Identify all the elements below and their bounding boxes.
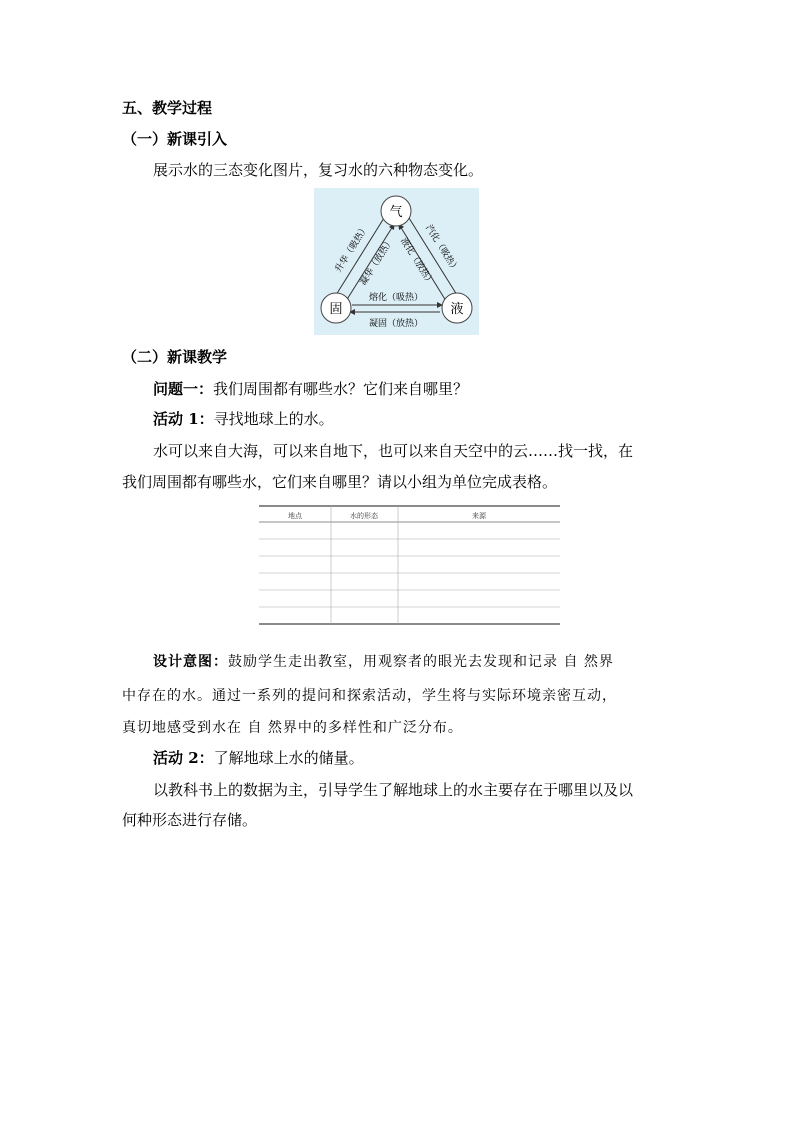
question1 (153, 379, 468, 399)
teaching-heading: （二）新课教学 (122, 348, 228, 366)
liquid-label: 液 (450, 302, 464, 317)
paragraph2-line2: 何种形态进行存储。 (122, 811, 258, 829)
vaporization-label: 汽化（吸热） (423, 223, 461, 275)
intro-heading: （一）新课引入 (122, 130, 228, 148)
paragraph1-line2: 我们周围都有哪些水，它们来自哪里？请以小组为单位完成表格。 (122, 473, 558, 491)
freezing-label: 凝固（放热） (368, 319, 424, 329)
design-intent-line1 (153, 652, 614, 672)
design-intent-line2: 中存在的水。通过一系列的提问和探索活动，学生将与实际环境亲密互动， (122, 688, 617, 704)
gas-label: 气 (389, 205, 403, 220)
melting-label: 熔化（吸热） (368, 293, 424, 303)
condensation-label: 液化（放热） (398, 236, 436, 288)
question1-label: 问题一： (153, 380, 214, 398)
paragraph2-line1: 以教科书上的数据为主，引导学生了解地球上的水主要存在于哪里以及以 (153, 781, 634, 799)
activity2 (153, 748, 364, 768)
activity2-text: 了解地球上水的储量。 (213, 749, 364, 767)
table-header-form: 水的形态 (350, 512, 378, 520)
activity1-label: 活动 1： (153, 410, 214, 428)
activity2-label: 活动 2： (153, 749, 214, 767)
design-intent-line3: 真切地感受到水在 自 然界中的多样性和广泛分布。 (122, 720, 463, 736)
deposition-label: 凝华（放热） (358, 236, 396, 288)
activity1 (153, 409, 334, 429)
intro-text: 展示水的三态变化图片，复习水的六种物态变化。 (153, 161, 484, 179)
section-title: 五、教学过程 (122, 99, 213, 117)
design-intent-text1: 鼓励学生走出教室，用观察者的眼光去发现和记录 自 然界 (228, 654, 614, 670)
sublimation-label: 升华（吸热） (333, 223, 371, 275)
three-states-diagram (314, 188, 479, 335)
solid-label: 固 (329, 302, 343, 317)
table-header-source: 来源 (472, 512, 486, 520)
activity1-text: 寻找地球上的水。 (213, 410, 334, 428)
question1-text: 我们周围都有哪些水？它们来自哪里？ (213, 380, 469, 398)
paragraph1-line1: 水可以来自大海，可以来自地下，也可以来自天空中的云……找一找，在 (153, 442, 634, 460)
design-intent-label: 设计意图： (153, 654, 228, 670)
water-source-table (259, 505, 560, 625)
table-header-location: 地点 (288, 512, 302, 520)
